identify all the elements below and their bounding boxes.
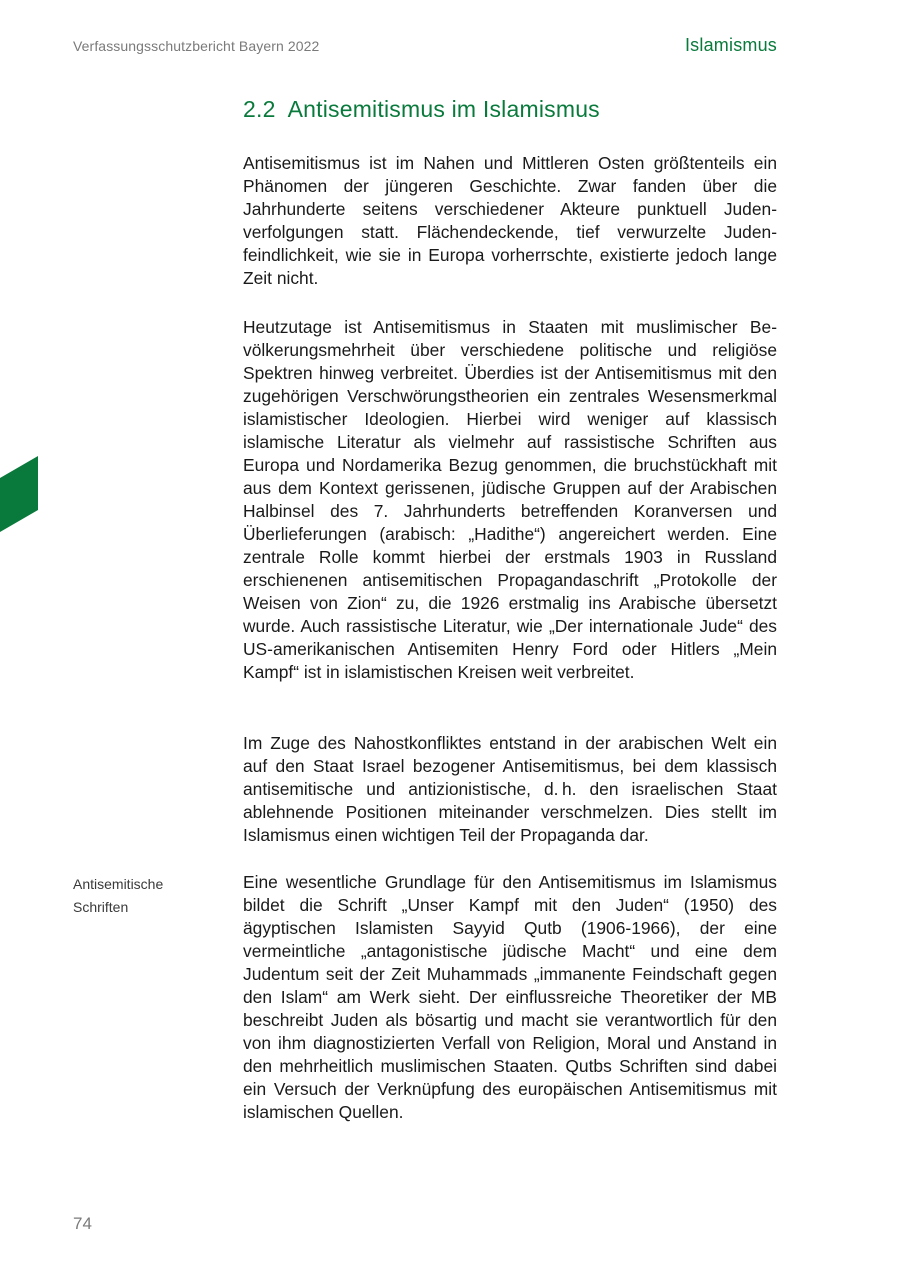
section-number: 2.2	[243, 96, 276, 122]
paragraph-text: Eine wesentliche Grundlage für den Antisemitismus im Islamismus bildet die Schrift „Unser Kampf mit den Juden“ (1950) des ägyptischen Islamisten Sayyid Qutb (1906-1966), der eine vermeintliche „antagonistische jüdische Macht“ und eine dem Judentum seit der Zeit Muhammads „immanente Feindschaft gegen den Islam“ am Werk sieht. Der einflussreiche Theoretiker der MB beschreibt Juden als bösartig und macht sie verantwortlich für den von ihm diagnostizierten Verfall von Religion, Moral und Anstand in den mehrheitlich muslimischen Staaten. Qutbs Schriften sind dabei ein Versuch der Verknüpfung des europäischen Antisemitismus mit islamischen Quellen.	[243, 872, 777, 1122]
section-title: Antisemitismus im Islamismus	[287, 96, 600, 122]
paragraph-text: Im Zuge des Nahostkonfliktes entstand in der arabischen Welt ein auf den Staat Israel bezogener Antisemitismus, bei dem klassisch antisemitische und antizionistische, d. h. den israelischen Staat ablehnende Positionen miteinander verschmelzen. Dies stellt im Islamismus einen wichtigen Teil der Propaganda dar.	[243, 733, 777, 845]
chapter-tab-shape	[0, 456, 38, 532]
body-paragraph-1	[243, 152, 777, 290]
paragraph-text: Heutzutage ist Antisemitismus in Staaten mit muslimischer Bevölkerungsmehrheit über verschiedene politische und religiöse Spektren hinweg verbreitet. Überdies ist der Antisemitismus mit den zugehörigen Verschwörungstheorien ein zentrales Wesensmerkmal islamistischer Ideologien. Hierbei wird weniger auf klassisch islamische Literatur als vielmehr auf rassistische Schriften aus Europa und Nordamerika Bezug genommen, die bruchstückhaft mit aus dem Kontext gerissenen, jüdische Gruppen auf der Arabischen Halbinsel des 7. Jahrhunderts betreffenden Koranversen und Überlieferungen (arabisch: „Hadithe“) angereichert werden. Eine zentrale Rolle kommt hierbei der erstmals 1903 in Russland erschienenen antisemitischen Propagandaschrift „Protokolle der Weisen von Zion“ zu, die 1926 erstmalig ins Arabische übersetzt wurde. Auch rassistische Literatur, wie „Der internationale Jude“ des US-amerikanischen Antisemiten Henry Ford oder Hitlers „Mein Kampf“ ist in islamistischen Kreisen weit verbreitet.	[243, 317, 777, 682]
margin-note: Antisemitische Schriften	[73, 876, 164, 915]
section-heading	[243, 96, 600, 123]
page-number: 74	[73, 1214, 92, 1233]
body-paragraph-3	[243, 732, 777, 847]
running-head-publication: Verfassungsschutzbericht Bayern 2022	[73, 38, 320, 54]
paragraph-text: Antisemitismus ist im Nahen und Mittleren Osten größtenteils ein Phänomen der jüngeren Geschichte. Zwar fanden über die Jahrhunderte seitens verschiedener Akteure punktuell Judenverfolgungen statt. Flächendeckende, tief verwurzelte Judenfeindlichkeit, wie sie in Europa vorherrschte, existierte jedoch lange Zeit nicht.	[243, 153, 777, 288]
chapter-tab-marker	[0, 456, 38, 532]
running-head-chapter: Islamismus	[684, 35, 777, 55]
body-paragraph-2	[243, 316, 777, 684]
body-paragraph-4	[243, 871, 777, 1124]
